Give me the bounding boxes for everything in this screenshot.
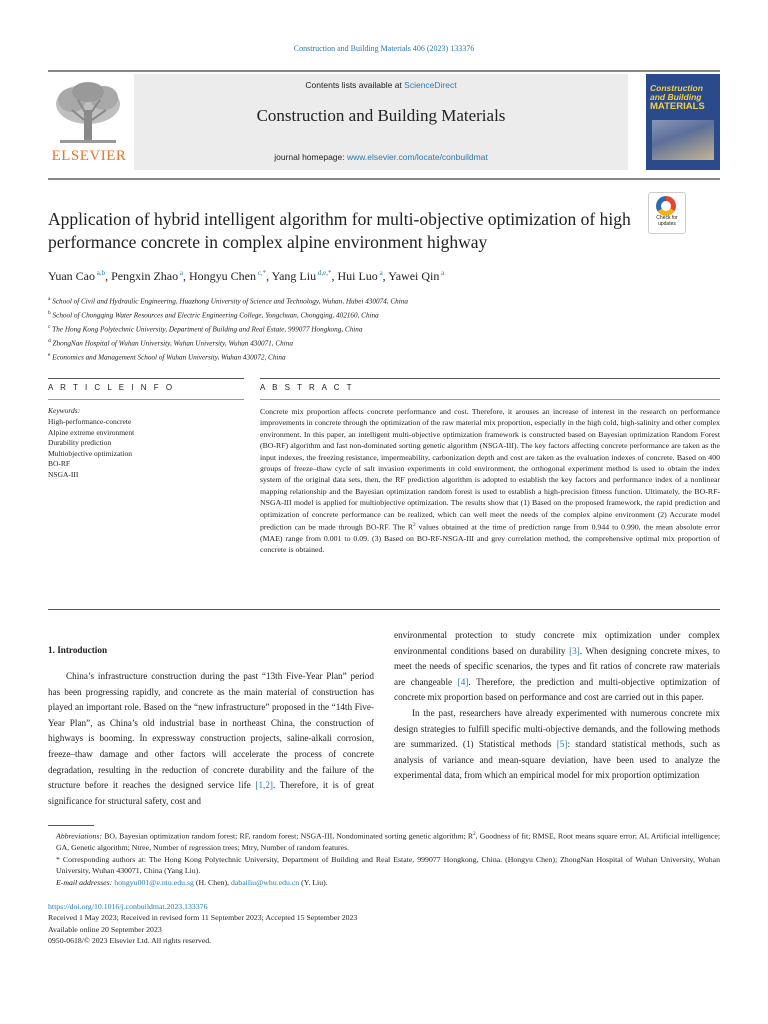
footnotes: Abbreviations: BO, Bayesian optimization random forest; RF, random forest; NSGA-III, Nondominated sorting genetic algorithm; $R^2$, Goodness of fit; RMSE, Root means square error; AI, Artificial intelligence; GA, Genetic algorithm; Ntree, Number of regression trees; Mtry, Number of random features. * Corresponding authors at: The Hong Kong Polytechnic University, Department of Building and Real Estate, 999077 Hongkong, China. (Hongyu Chen); ZhongNan Hospital of Wuhan University, Wuhan University, Wuhan 430071, China (Yang Liu). E-mail addresses: hongyu001@e.ntu.edu.sg (H. Chen), dabailiu@whu.edu.cn (Y. Liu). — [56, 831, 720, 887]
keywords-list — [48, 417, 228, 480]
author-affiliation-marker[interactable]: c,* — [255, 269, 267, 277]
sciencedirect-link[interactable]: ScienceDirect — [404, 80, 457, 90]
introduction-heading: 1. Introduction — [48, 645, 108, 655]
author-name[interactable]: Yawei Qin — [388, 269, 440, 283]
author-affiliation-marker[interactable]: a — [377, 269, 383, 277]
author-list: Yuan Cao $^{a,b}$, Pengxin Zhao $^a$, Hongyu Chen $^{c,*}$, Yang Liu $^{d,e,*}$, Hui Luo $^a$, Yawei Qin $^a$ — [48, 269, 445, 283]
footnote-rule — [48, 825, 94, 826]
abstract-subrule — [260, 399, 720, 400]
author-name[interactable]: Hui Luo — [337, 269, 378, 283]
keyword: Durability prediction — [48, 438, 112, 447]
contents-line: Contents lists available at ScienceDirect — [305, 80, 457, 90]
cover-title: Construction and Building MATERIALS — [650, 83, 705, 112]
publication-info — [48, 901, 720, 946]
keyword: Alpine extreme environment — [48, 427, 135, 437]
affiliation: $^a$ School of Civil and Hydraulic Engineering, Huazhong University of Science and Technology, Wuhan, Hubei 430074, China — [48, 296, 408, 306]
abstract-rule — [260, 378, 720, 379]
article-info-heading: A R T I C L E I N F O — [48, 383, 175, 392]
abstract-heading: A B S T R A C T — [260, 383, 354, 392]
article-info-rule — [48, 378, 244, 379]
elsevier-wordmark: ELSEVIER — [51, 148, 127, 164]
author-affiliation-marker[interactable]: a — [178, 269, 183, 277]
citation-link[interactable]: [4] — [457, 676, 469, 687]
body-left-column: China’s infrastructure construction during the past “13th Five-Year Plan” period has been progressing rapidly, and concrete as the main material of construction has played an important role. Based on the “new infrastructure” proposed in the “14th Five-Year Plan”, as China’s old industrial base in northeast China, the construction of highways is booming. In expressway construction projects, saline-alkali corrosion, freeze–thaw damage and other factors will accelerate the process of concrete degradation, resulting in the reduction of concrete durability and the failure of the structure before it reaches the designed service life [1,2]. Therefore, it is of great significance for structural safety, cost and — [48, 671, 375, 806]
check-updates-label: Check for updates — [656, 215, 678, 227]
affiliation-list — [48, 294, 720, 363]
cover-image — [652, 120, 714, 160]
affiliation: $^d$ ZhongNan Hospital of Wuhan University, Wuhan University, Wuhan 430071, China — [48, 337, 293, 348]
author-affiliation-marker[interactable]: a — [439, 269, 445, 277]
journal-homepage: journal homepage: www.elsevier.com/locate/conbuildmat — [274, 152, 488, 162]
affiliation: $^c$ The Hong Kong Polytechnic University, Department of Building and Real Estate, 999077 Hongkong, China — [48, 323, 363, 334]
article-title: Application of hybrid intelligent algorithm for multi-objective optimization of high performance concrete in complex alpine environment highway — [48, 209, 631, 252]
article-info-subrule — [48, 399, 244, 400]
author-name[interactable]: Hongyu Chen — [188, 269, 256, 283]
doi-link[interactable]: https://doi.org/10.1016/j.conbuildmat.2023.133376 — [48, 902, 208, 911]
author-affiliation-marker[interactable]: d,e,* — [316, 269, 332, 277]
keyword: NSGA-III — [48, 469, 79, 479]
header-bottom-rule — [48, 178, 720, 180]
author-name[interactable]: Yang Liu — [271, 269, 317, 283]
header-top-rule — [48, 70, 720, 72]
abstract-text: Concrete mix proportion affects concrete performance and cost. Therefore, it arouses an increase of interest in the research on performance improvements in concrete through the optimization of the raw material mix proportion, especially in the high cold, high-salinity and other complex environment. In this paper, an intelligent multi-objective optimization framework is constructed based on Bayesian optimization Random Forest (BO-RF) algorithm and fast non-dominated sorting genetic algorithm (NSGA-III). The key factors affecting concrete performance are taken as the input indexes, the freezing resistance, impermeability, carbonization depth and cost are taken as the evaluation indexes of concrete. Based on 400 groups of freeze–thaw cycle of salt invasion experiments in cold environment, the orthogonal experiment method is used to obtain the index system of the original data sets, then, the RF prediction algorithm is adopted to establish the key factors and performance index of a nonlinear mapping relationship and the Bayesian optimization random forest is used to establish a high-precision fitness function. Ultimately, the BO-RF-NSGA-III model is applied for multiobjective optimization. The results show that (1) Based on the proposed framework, the rapid prediction and optimization of concrete performance can be realized, which can well meet the needs of the complex alpine environment (2) Accurate model prediction can be made through BO-RF. The $R^2$ values obtained at the time of prediction range from 0.944 to 0.990, the mean absolute error (MAE) range from 0.001 to 0.09. (3) Based on BO-RF-NSGA-III and grey correlation method, the comprehensive optimal mix proportion of concrete is obtained. — [260, 407, 720, 555]
copyright: 0950-0618/© 2023 Elsevier Ltd. All rights reserved. — [48, 935, 212, 945]
check-updates-icon-center — [661, 201, 671, 211]
email-link[interactable]: dabailiu@whu.edu.cn — [230, 877, 300, 887]
citation-link[interactable]: [3] — [569, 645, 580, 656]
body-right-column: environmental protection to study concrete mix optimization under complex environmental conditions based on durability [3]. When designing concrete mixes, to meet the needs of specific scenarios, the types and fit ratios of concrete raw materials are changeable [4]. Therefore, the prediction and multi-objective optimization of concrete mix proportion based on performance and cost are carried out in this paper. In the past, researchers have already experimented with numerous concrete mix design strategies to fulfill specific multi-objective demands, and the following methods are summarized. (1) Statistical methods [5]: standard statistical methods, such as analysis of variance and mean-square deviation, have been used to analyze the experimental data, from which an empirical model for mix proportion optimization — [394, 630, 720, 781]
keyword: Multiobjective optimization — [48, 448, 132, 458]
author-affiliation-marker[interactable]: a,b — [95, 269, 106, 277]
author-name[interactable]: Pengxin Zhao — [111, 269, 179, 283]
received-dates: Received 1 May 2023; Received in revised form 11 September 2023; Accepted 15 September 2023 — [48, 913, 358, 923]
keywords-label: Keywords: — [48, 406, 81, 415]
author-name[interactable]: Yuan Cao — [48, 269, 95, 283]
journal-reference-link[interactable]: Construction and Building Materials 406 (2023) 133376 — [293, 44, 475, 53]
citation-link[interactable]: [5] — [556, 739, 568, 750]
email-link[interactable]: hongyu001@e.ntu.edu.sg — [114, 877, 194, 887]
keyword: High-performance-concrete — [48, 417, 132, 426]
available-online: Available online 20 September 2023 — [48, 924, 162, 934]
homepage-link[interactable]: www.elsevier.com/locate/conbuildmat — [346, 152, 488, 162]
citation-link[interactable]: [1,2] — [255, 780, 273, 791]
keyword: BO-RF — [48, 459, 71, 468]
journal-title: Construction and Building Materials — [256, 106, 506, 125]
elsevier-tree-icon — [52, 80, 124, 146]
affiliation: $^b$ School of Chongqing Water Resources and Electric Engineering College, Yongchuan, Chongqing, 402160, China — [48, 309, 379, 320]
affiliation: $^e$ Economics and Management School of Wuhan University, Wuhan 430072, China — [48, 351, 286, 361]
abstract-end-rule — [48, 609, 720, 610]
